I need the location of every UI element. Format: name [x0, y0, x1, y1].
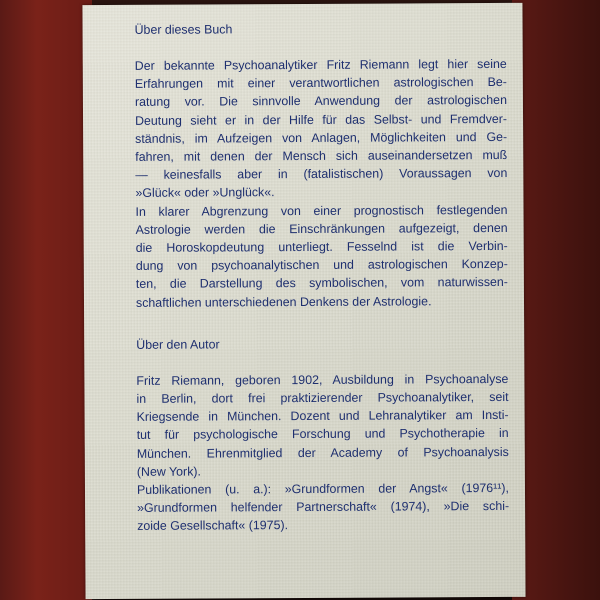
text-line: Kriegsende in München. Dozent und Lehranalytiker am Insti-	[136, 408, 509, 425]
text-line: (New York).	[136, 464, 201, 479]
text-line: Fritz Riemann, geboren 1902, Ausbildung in Psychoanalyse	[136, 371, 509, 388]
red-book-cover-left	[0, 0, 92, 600]
text-line: »Grundformen helfender Partnerschaft« (1974), »Die schi-	[137, 499, 510, 516]
heading-about-book: Über dieses Buch	[134, 22, 233, 37]
red-book-cover-right	[512, 0, 600, 600]
paragraph-book-2	[135, 201, 508, 312]
text-line: in Berlin, dort frei praktizierender Psychoanalytiker, seit	[136, 389, 509, 406]
text-line: schaftlichen unterschiedenen Denkens der Astrologie.	[135, 293, 432, 310]
text-line: Publikationen (u. a.): »Grundformen der Angst« (1976¹¹),	[136, 480, 510, 497]
text-line: Der bekannte Psychoanalytiker Fritz Riemann legt hier seine	[134, 56, 507, 73]
text-line: »Glück« oder »Unglück«.	[135, 185, 275, 201]
text-line: zoide Gesellschaft« (1975).	[137, 518, 289, 534]
text-line: Deutung sieht er in der Hilfe für das Selbst- und Fremdver-	[135, 111, 508, 128]
paragraph-author-2	[137, 479, 509, 536]
text-line: ratung vor. Die sinnvolle Anwendung der astrologischen	[134, 93, 507, 110]
book-back-page	[82, 3, 525, 599]
paragraph-author-1	[136, 370, 509, 481]
text-line: ständnis, im Aufzeigen von Anlagen, Möglichkeiten und Ge-	[135, 129, 508, 146]
text-line: — keinesfalls aber in (fatalistischen) Voraussagen von	[135, 166, 508, 183]
page-text	[135, 19, 510, 536]
text-line: die Horoskopdeutung unterliegt. Fesselnd ist die Verbin-	[135, 238, 508, 255]
text-line: München. Ehrenmitglied der Academy of Psychoanalysis	[136, 444, 509, 461]
text-line: fahren, mit denen der Mensch sich auseinandersetzen muß	[135, 147, 508, 164]
paragraph-book-1	[135, 55, 508, 203]
text-line: Astrologie werden die Einschränkungen aufgezeigt, denen	[135, 220, 508, 237]
heading-about-author: Über den Autor	[136, 337, 220, 352]
text-line: dung von psychoanalytischen und astrologischen Konzep-	[135, 257, 508, 274]
text-line: Erfahrungen mit einer verantwortlichen astrologischen Be-	[134, 75, 507, 92]
text-line: tut für psychologische Forschung und Psychotherapie in	[136, 426, 509, 443]
text-line: In klarer Abgrenzung von einer prognostisch festlegenden	[135, 202, 508, 219]
text-line: ten, die Darstellung des symbolischen, vom naturwissen-	[135, 275, 508, 292]
